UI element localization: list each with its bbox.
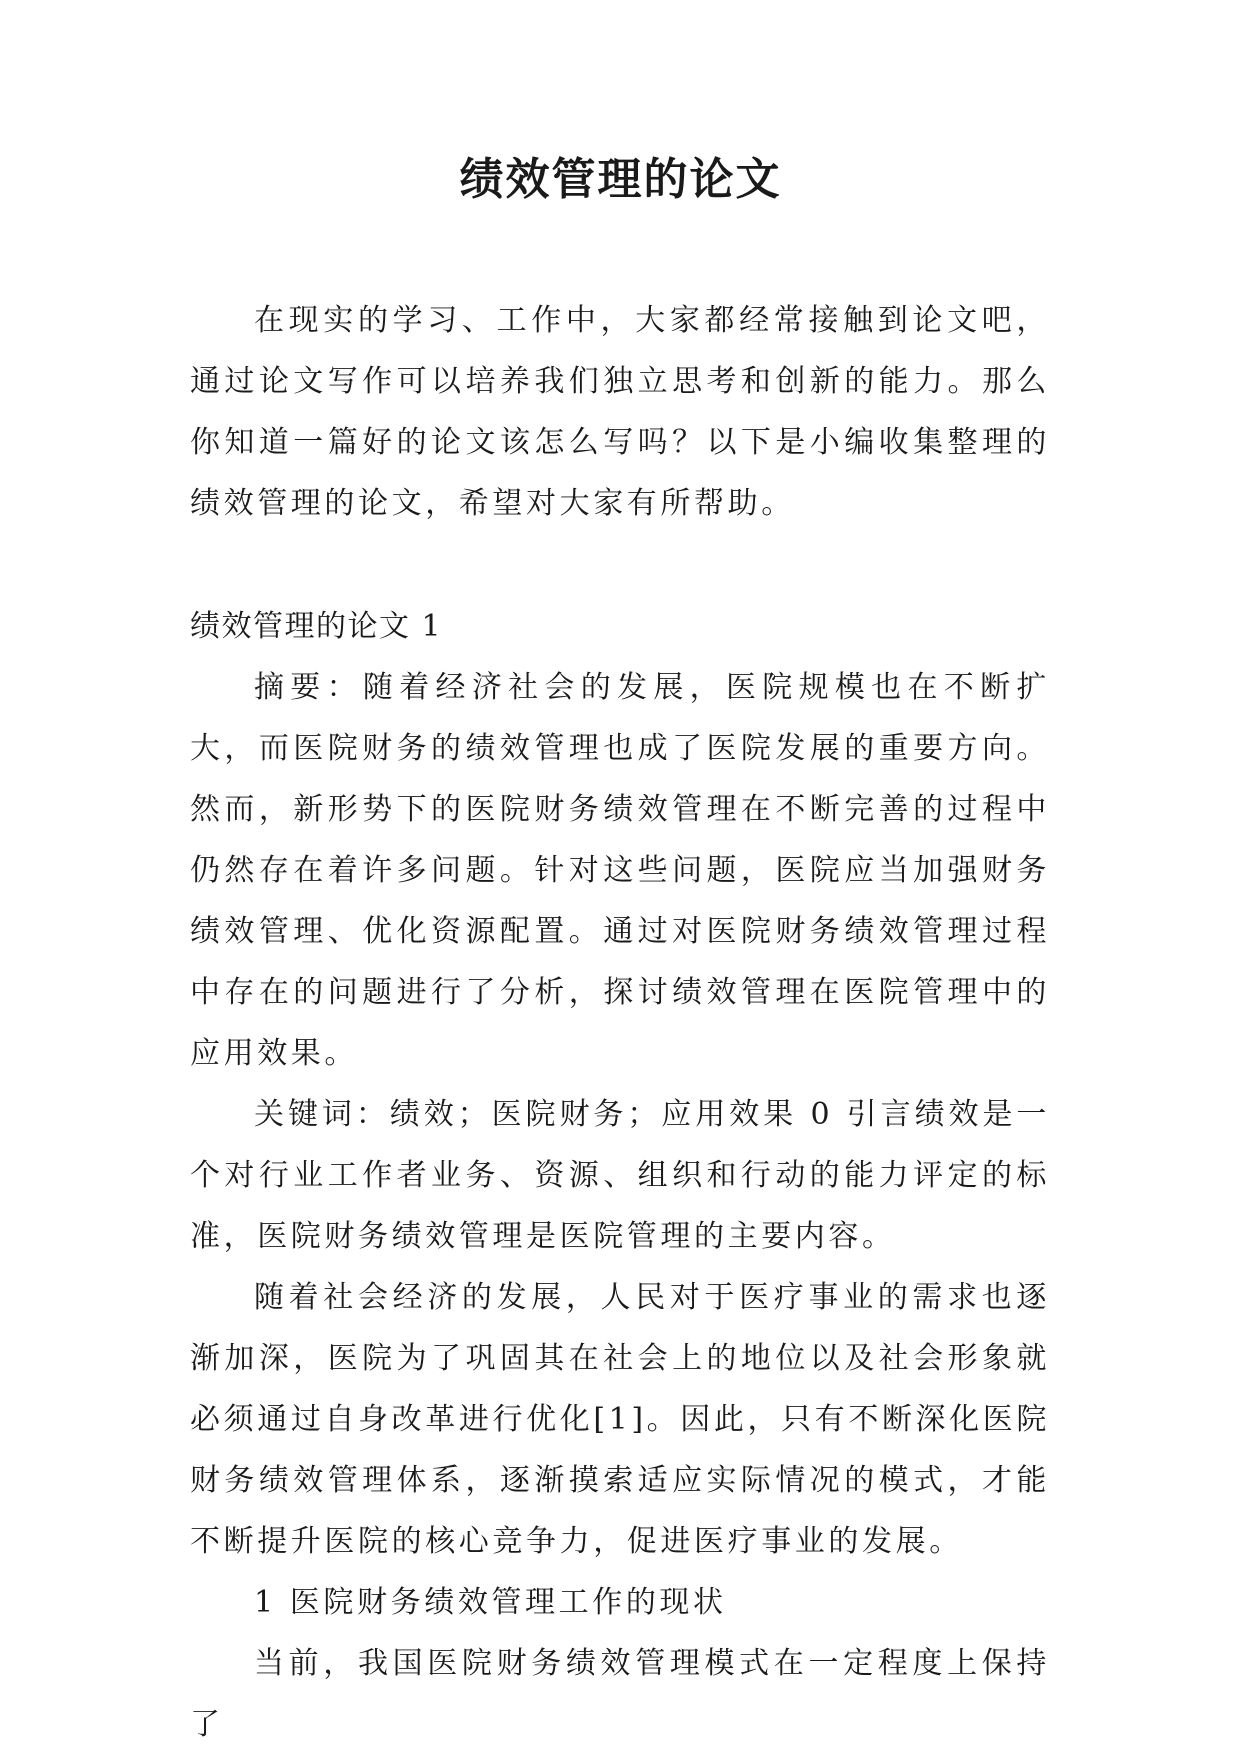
body-paragraph: 随着社会经济的发展，人民对于医疗事业的需求也逐渐加深，医院为了巩固其在社会上的地位以及社会形象就必须通过自身改革进行优化[1]。因此，只有不断深化医院财务绩效管理体系，逐渐摸索适应实际情况的模式，才能不断提升医院的核心竞争力，促进医疗事业的发展。 <box>190 1280 1050 1559</box>
document-body <box>190 290 1050 1755</box>
keywords-paragraph: 关键词：绩效；医院财务；应用效果 0 引言绩效是一个对行业工作者业务、资源、组织和行动的能力评定的标准，医院财务绩效管理是医院管理的主要内容。 <box>190 1097 1050 1254</box>
intro-paragraph: 在现实的学习、工作中，大家都经常接触到论文吧，通过论文写作可以培养我们独立思考和创新的能力。那么你知道一篇好的论文该怎么写吗？以下是小编收集整理的绩效管理的论文，希望对大家有所帮助。 <box>190 303 1050 521</box>
subsection-heading: 1 医院财务绩效管理工作的现状 <box>254 1585 727 1620</box>
body-paragraph-continued: 当前，我国医院财务绩效管理模式在一定程度上保持了 <box>190 1646 1050 1742</box>
document-title: 绩效管理的论文 <box>459 154 782 205</box>
section-heading: 绩效管理的论文 1 <box>190 609 443 644</box>
abstract-paragraph: 摘要：随着经济社会的发展，医院规模也在不断扩大，而医院财务的绩效管理也成了医院发展的重要方向。然而，新形势下的医院财务绩效管理在不断完善的过程中仍然存在着许多问题。针对这些问题，医院应当加强财务绩效管理、优化资源配置。通过对医院财务绩效管理过程中存在的问题进行了分析，探讨绩效管理在医院管理中的应用效果。 <box>190 670 1050 1071</box>
